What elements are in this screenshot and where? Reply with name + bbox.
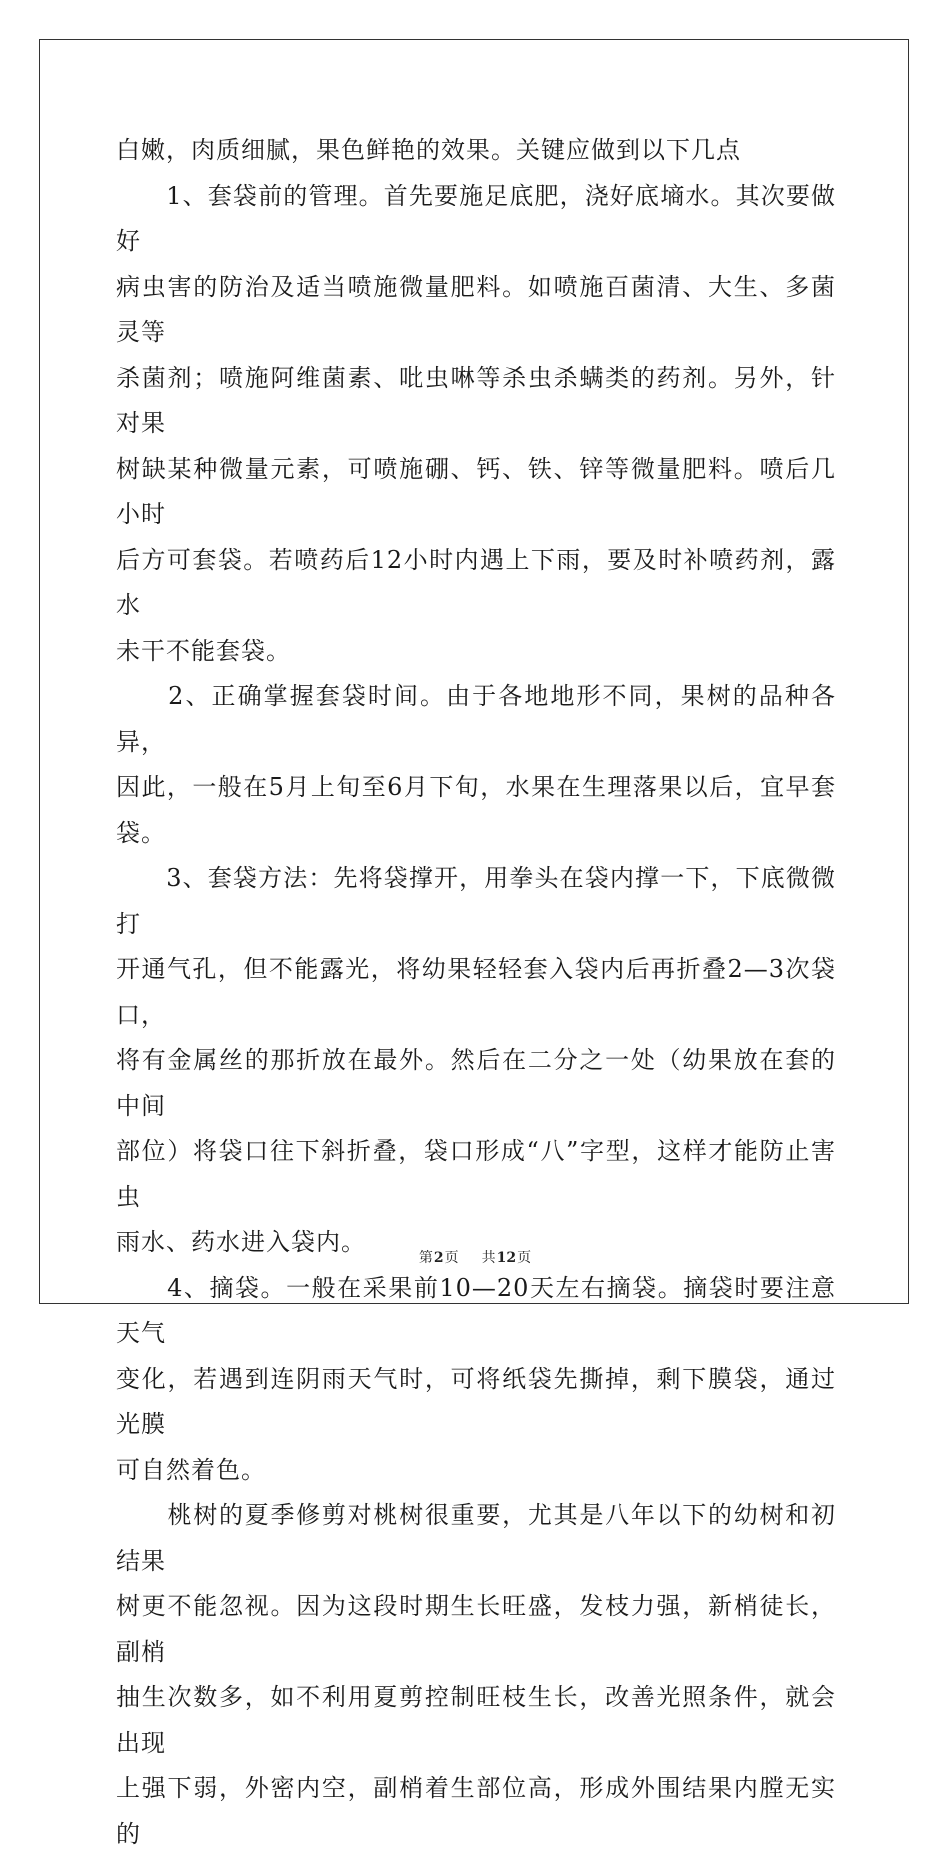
total-prefix: 共: [481, 1250, 496, 1266]
total-pages: 12: [496, 1250, 517, 1266]
text-line: 桃树的夏季修剪对桃树很重要，尤其是八年以下的幼树和初结果: [116, 1501, 836, 1575]
total-suffix: 页: [517, 1250, 532, 1266]
text-line: 后方可套袋。若喷药后12小时内遇上下雨，要及时补喷药剂，露水: [116, 545, 836, 619]
text-line: 白嫩，肉质细腻，果色鲜艳的效果。关键应做到以下几点: [116, 136, 741, 164]
page-current: 2: [433, 1250, 444, 1266]
text-line: 可自然着色。: [116, 1455, 266, 1484]
text-line: 2、正确掌握套袋时间。由于各地地形不同，果树的品种各异，: [116, 682, 836, 756]
text-line: 未干不能套袋。: [116, 636, 291, 665]
page-suffix: 页: [444, 1250, 459, 1266]
text-line: 将有金属丝的那折放在最外。然后在二分之一处（幼果放在套的中间: [116, 1046, 836, 1120]
text-line: 树更不能忽视。因为这段时期生长旺盛，发枝力强，新梢徒长，副梢: [116, 1592, 836, 1666]
page-prefix: 第: [418, 1250, 433, 1266]
page-footer: [0, 1247, 950, 1267]
text-line: 3、套袋方法：先将袋撑开，用拳头在袋内撑一下，下底微微打: [116, 864, 836, 938]
text-line: 雨水、药水进入袋内。: [116, 1228, 366, 1256]
text-line: 开通气孔，但不能露光，将幼果轻轻套入袋内后再折叠2—3次袋口，: [116, 955, 836, 1029]
text-line: 部位）将袋口往下斜折叠，袋口形成“八”字型，这样才能防止害虫: [116, 1137, 836, 1211]
text-line: 因此，一般在5月上旬至6月下旬，水果在生理落果以后，宜早套袋。: [116, 773, 836, 847]
text-line: 病虫害的防治及适当喷施微量肥料。如喷施百菌清、大生、多菌灵等: [116, 272, 836, 346]
text-line: 上强下弱，外密内空，副梢着生部位高，形成外围结果内膛无实的: [116, 1774, 836, 1848]
text-line: 杀菌剂；喷施阿维菌素、吡虫啉等杀虫杀螨类的药剂。另外，针对果: [116, 363, 836, 437]
text-line: 变化，若遇到连阴雨天气时，可将纸袋先撕掉，剩下膜袋，通过光膜: [116, 1364, 836, 1438]
text-line: 4、摘袋。一般在采果前10—20天左右摘袋。摘袋时要注意天气: [116, 1273, 836, 1347]
text-line: 1、套袋前的管理。首先要施足底肥，浇好底墒水。其次要做好: [116, 181, 836, 255]
text-line: 树缺某种微量元素，可喷施硼、钙、铁、锌等微量肥料。喷后几小时: [116, 454, 836, 528]
document-body: [116, 128, 836, 1857]
text-line: 抽生次数多，如不利用夏剪控制旺枝生长，改善光照条件，就会出现: [116, 1683, 836, 1757]
